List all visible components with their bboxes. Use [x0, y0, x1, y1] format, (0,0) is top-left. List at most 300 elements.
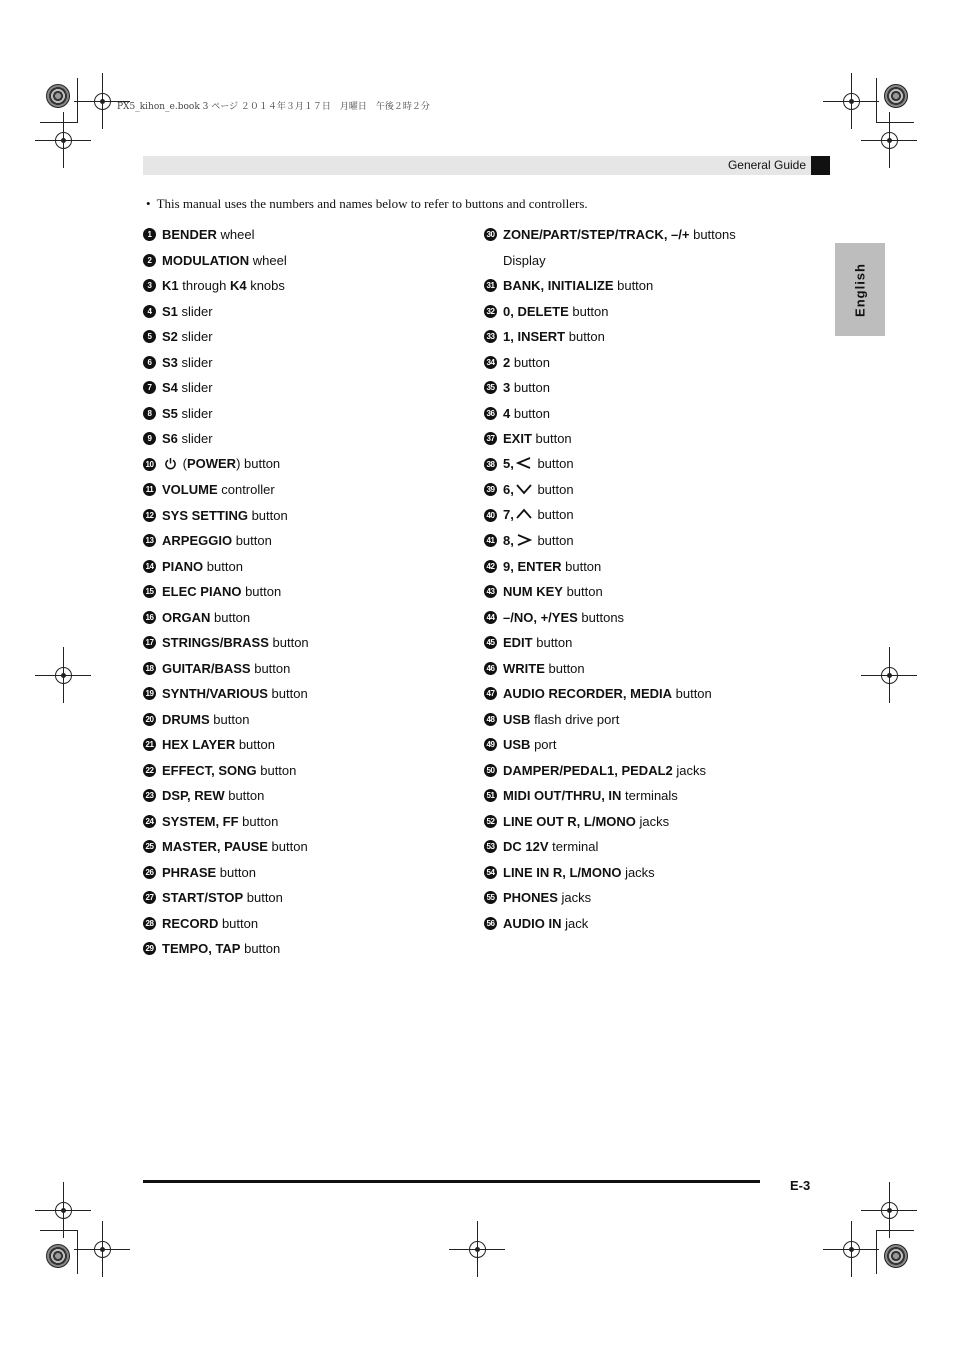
item-label: [162, 814, 278, 829]
item-label-name: WRITE: [503, 660, 545, 676]
list-item: [484, 477, 824, 503]
item-label: [162, 890, 283, 905]
item-label: [162, 304, 213, 319]
item-label-suffix: controller: [217, 482, 275, 498]
item-label-name: S3: [162, 354, 178, 370]
item-label-name: EXIT: [503, 431, 532, 447]
item-number-badge: 46: [484, 662, 497, 675]
item-number-badge: 38: [484, 458, 497, 471]
item-number-badge: 30: [484, 228, 497, 241]
item-label-suffix: buttons: [577, 609, 625, 625]
item-number-badge: 5: [143, 330, 156, 343]
header-marker: [811, 156, 830, 175]
item-label-name: ZONE/PART/STEP/TRACK, –/+: [503, 227, 690, 243]
item-number-badge: 23: [143, 789, 156, 802]
item-number-badge: 28: [143, 917, 156, 930]
registration-mark: [100, 1247, 105, 1252]
item-label: [162, 584, 281, 599]
list-item: [484, 834, 824, 860]
item-label-suffix: button: [672, 686, 712, 702]
list-item: [484, 758, 824, 784]
item-label: [503, 635, 572, 650]
list-item: [143, 554, 473, 580]
item-number-badge: 1: [143, 228, 156, 241]
chevron-up-icon: [516, 508, 532, 523]
list-item: [484, 783, 824, 809]
item-number-badge: 39: [484, 483, 497, 496]
item-number-badge: 33: [484, 330, 497, 343]
item-label: [162, 941, 280, 956]
item-number-badge: 9: [143, 432, 156, 445]
controls-list-right: [484, 222, 824, 936]
item-number-badge: 35: [484, 381, 497, 394]
list-item: [143, 248, 473, 274]
item-label: [162, 355, 213, 370]
item-label: [503, 278, 653, 293]
item-label-suffix: button: [238, 813, 279, 829]
trim-line: [40, 1230, 78, 1231]
list-item: [143, 809, 473, 835]
item-number-badge: 13: [143, 534, 156, 547]
item-label-name: MODULATION: [162, 252, 250, 268]
registration-mark: [100, 99, 105, 104]
item-label: [162, 559, 243, 574]
trim-line: [77, 78, 78, 123]
list-item: [143, 273, 473, 299]
registration-mark: [887, 1208, 892, 1213]
item-label-name: VOLUME: [162, 482, 218, 498]
list-item: [143, 579, 473, 605]
item-label-suffix: ) button: [236, 455, 281, 471]
item-label-name: 3: [503, 380, 511, 396]
list-item: [143, 528, 473, 554]
item-number-badge: 4: [143, 305, 156, 318]
item-label-name: DRUMS: [162, 711, 210, 727]
item-label-suffix: button: [533, 481, 574, 497]
item-label: [503, 610, 624, 625]
item-label: [162, 916, 258, 931]
item-label-name: DC 12V: [503, 839, 549, 855]
item-number-badge: 26: [143, 866, 156, 879]
item-label-name: GUITAR/BASS: [162, 660, 251, 676]
power-icon: [164, 457, 177, 473]
intro-text: [146, 196, 588, 212]
intro-sentence: This manual uses the numbers and names below to refer to buttons and controllers.: [156, 196, 588, 211]
registration-target: [884, 84, 908, 108]
item-label-suffix: button: [267, 839, 308, 855]
list-item: [484, 273, 824, 299]
item-label-suffix: jacks: [672, 762, 706, 778]
item-label: [503, 865, 655, 880]
list-item: [143, 375, 473, 401]
list-item: [143, 324, 473, 350]
item-label: [503, 737, 556, 752]
item-label-suffix: knobs: [246, 278, 285, 294]
item-label: [162, 253, 287, 268]
item-label-name: –/NO, +/YES: [503, 609, 578, 625]
item-label: [162, 686, 308, 701]
item-label-suffix: button: [561, 558, 602, 574]
item-label-name: MASTER, PAUSE: [162, 839, 268, 855]
item-label: [503, 406, 550, 421]
list-item: [143, 860, 473, 886]
item-label-suffix: jack: [561, 915, 589, 931]
list-item: [484, 324, 824, 350]
item-label-suffix: button: [562, 584, 603, 600]
registration-target: [884, 1244, 908, 1268]
item-label-name: PHONES: [503, 890, 558, 906]
list-item: [484, 707, 824, 733]
item-label: [503, 304, 609, 319]
registration-mark: [61, 138, 66, 143]
list-item: [484, 452, 824, 478]
item-label: [503, 355, 550, 370]
page-number: E-3: [790, 1178, 811, 1193]
item-label-name: SYS SETTING: [162, 507, 248, 523]
list-item: [484, 528, 824, 554]
item-label-suffix: button: [243, 890, 283, 906]
item-label: [503, 227, 736, 242]
item-label-suffix: button: [613, 278, 654, 294]
item-label-suffix: button: [510, 354, 550, 370]
item-label-name: BENDER: [162, 227, 217, 243]
item-label: [503, 890, 591, 905]
item-label: [162, 329, 213, 344]
section-title: General Guide: [727, 158, 806, 172]
item-label-name: ARPEGGIO: [162, 533, 233, 549]
item-label-suffix: jacks: [621, 864, 655, 880]
item-label-suffix: button: [250, 660, 291, 676]
item-label-name: POWER: [186, 455, 237, 471]
list-item: [143, 758, 473, 784]
item-label: [503, 482, 574, 498]
item-label-suffix: button: [267, 686, 308, 702]
item-label-suffix: terminals: [621, 788, 678, 804]
item-label: [503, 533, 574, 549]
item-label: [162, 431, 213, 446]
item-label-suffix: button: [532, 635, 573, 651]
item-number-badge: 21: [143, 738, 156, 751]
item-label-suffix: slider: [177, 354, 213, 370]
item-label-suffix: button: [235, 737, 275, 753]
item-label-suffix: button: [533, 456, 574, 472]
item-label-name: 7,: [503, 507, 514, 523]
item-label: [503, 686, 712, 701]
controls-list-left: [143, 222, 473, 962]
trim-line: [876, 1230, 914, 1231]
item-label: [503, 814, 669, 829]
item-label-name: PHRASE: [162, 864, 217, 880]
item-label-suffix: button: [241, 584, 282, 600]
item-label: [162, 227, 254, 242]
item-label-name: 9, ENTER: [503, 558, 562, 574]
list-item: [143, 452, 473, 478]
item-label-suffix: button: [216, 864, 256, 880]
item-number-badge: 44: [484, 611, 497, 624]
item-number-badge: 49: [484, 738, 497, 751]
item-number-badge: 32: [484, 305, 497, 318]
list-item: [484, 605, 824, 631]
list-item: [143, 783, 473, 809]
item-label: [162, 380, 213, 395]
item-label-name: LINE OUT R, L/MONO: [503, 813, 636, 829]
item-label-name: AUDIO RECORDER, MEDIA: [503, 686, 673, 702]
list-item: [143, 503, 473, 529]
list-item: [143, 681, 473, 707]
item-number-badge: 7: [143, 381, 156, 394]
list-item: [143, 222, 473, 248]
item-number-badge: 6: [143, 356, 156, 369]
item-number-badge: 19: [143, 687, 156, 700]
item-label-name: USB: [503, 711, 531, 727]
item-label-suffix: button: [510, 405, 550, 421]
item-label: [162, 635, 309, 650]
item-label: [162, 865, 256, 880]
item-label-suffix: button: [268, 635, 309, 651]
item-number-badge: 48: [484, 713, 497, 726]
item-label-name: DAMPER/PEDAL1, PEDAL2: [503, 762, 673, 778]
item-label-name: TEMPO, TAP: [162, 941, 241, 957]
list-item: [484, 299, 824, 325]
item-label-suffix: button: [247, 507, 288, 523]
item-label-suffix: jacks: [635, 813, 670, 829]
item-label-suffix: button: [209, 711, 250, 727]
item-label-suffix: Display: [503, 252, 546, 268]
item-label: [162, 508, 288, 523]
item-number-badge: 54: [484, 866, 497, 879]
registration-mark: [61, 1208, 66, 1213]
item-label-middle: through: [178, 278, 230, 294]
item-label: [162, 839, 308, 854]
list-item: [484, 809, 824, 835]
list-item: [484, 656, 824, 682]
item-label-suffix: button: [240, 941, 281, 957]
item-number-badge: 11: [143, 483, 156, 496]
list-item: [484, 375, 824, 401]
item-label-suffix: button: [533, 532, 574, 548]
list-item: [143, 426, 473, 452]
item-number-badge: 8: [143, 407, 156, 420]
print-metadata: PX5_kihon_e.book 3 ページ ２０１４年３月１７日 月曜日 午後２時２分: [117, 102, 430, 112]
item-label-name: 6,: [503, 481, 514, 497]
item-number-badge: 24: [143, 815, 156, 828]
item-label-suffix: button: [203, 558, 243, 574]
item-label: [162, 788, 264, 803]
item-label-name: LINE IN R, L/MONO: [503, 864, 622, 880]
list-item: [484, 681, 824, 707]
item-label-name: STRINGS/BRASS: [162, 635, 269, 651]
item-number-badge: 12: [143, 509, 156, 522]
item-label-suffix: slider: [177, 405, 213, 421]
list-item: [484, 885, 824, 911]
list-item: [484, 860, 824, 886]
item-number-badge: 25: [143, 840, 156, 853]
item-number-badge: 52: [484, 815, 497, 828]
item-label-suffix: buttons: [689, 227, 736, 243]
item-label-name: USB: [503, 737, 531, 753]
item-label-suffix: terminal: [548, 839, 599, 855]
item-label-suffix: jacks: [557, 890, 592, 906]
item-label-suffix: button: [210, 609, 251, 625]
item-label: [162, 456, 280, 473]
registration-target: [46, 84, 70, 108]
item-number-badge: 17: [143, 636, 156, 649]
trim-line: [876, 122, 914, 123]
item-label-name: ORGAN: [162, 609, 211, 625]
list-item: [484, 579, 824, 605]
registration-mark: [887, 138, 892, 143]
list-item: [143, 299, 473, 325]
list-item: [143, 911, 473, 937]
list-item: [484, 350, 824, 376]
item-number-badge: 37: [484, 432, 497, 445]
item-label-name: SYSTEM, FF: [162, 813, 239, 829]
item-label: [503, 763, 706, 778]
item-label-suffix: button: [224, 788, 265, 804]
item-label-name: 5,: [503, 456, 514, 472]
item-label: [503, 559, 601, 574]
item-label-name: HEX LAYER: [162, 737, 236, 753]
item-label: [503, 507, 574, 523]
item-number-badge: 18: [143, 662, 156, 675]
registration-mark: [887, 673, 892, 678]
item-label: [162, 712, 249, 727]
footer-rule: [143, 1180, 760, 1183]
item-number-badge: 16: [143, 611, 156, 624]
item-label: [162, 482, 275, 497]
item-number-badge: 29: [143, 942, 156, 955]
item-label: [162, 533, 272, 548]
item-number-badge: 41: [484, 534, 497, 547]
trim-line: [876, 78, 877, 123]
item-label-suffix: slider: [177, 380, 213, 396]
item-label-name: 8,: [503, 532, 514, 548]
item-label-name: K1: [162, 278, 179, 294]
item-label-suffix: button: [218, 915, 259, 931]
item-label: [503, 916, 588, 931]
list-item: [143, 605, 473, 631]
item-number-badge: 36: [484, 407, 497, 420]
item-label-suffix: button: [531, 431, 572, 447]
item-number-badge: 45: [484, 636, 497, 649]
item-number-badge: 55: [484, 891, 497, 904]
trim-line: [876, 1230, 877, 1274]
item-label-name: 4: [503, 405, 511, 421]
item-label-name: SYNTH/VARIOUS: [162, 686, 268, 702]
item-label-suffix: button: [232, 533, 272, 549]
item-label: [503, 712, 619, 727]
item-label: [503, 329, 605, 344]
item-label-suffix: button: [565, 329, 605, 345]
item-label: [162, 763, 296, 778]
list-item: [484, 630, 824, 656]
item-label: [503, 661, 585, 676]
item-number-badge: 22: [143, 764, 156, 777]
item-number-badge: 2: [143, 254, 156, 267]
item-label-name: 1, INSERT: [503, 329, 566, 345]
item-label-suffix: button: [544, 660, 585, 676]
item-label-name: 0, DELETE: [503, 303, 569, 319]
list-item: [484, 426, 824, 452]
item-number-badge: 15: [143, 585, 156, 598]
item-label-suffix: button: [510, 380, 550, 396]
item-label: [162, 737, 275, 752]
list-item: [143, 834, 473, 860]
trim-line: [77, 1230, 78, 1274]
bullet: •: [146, 196, 151, 211]
item-label-suffix: button: [533, 507, 574, 523]
list-item: [143, 401, 473, 427]
item-label-name: S2: [162, 329, 178, 345]
item-label: [503, 584, 603, 599]
item-label-name-2: K4: [229, 278, 247, 294]
chevron-right-icon: [516, 534, 532, 549]
list-item: [143, 656, 473, 682]
item-number-badge: 31: [484, 279, 497, 292]
item-label: [503, 839, 598, 854]
item-number-badge: 47: [484, 687, 497, 700]
language-tab-label: English: [852, 262, 868, 317]
list-item: [143, 707, 473, 733]
list-item: [143, 350, 473, 376]
item-number-badge: 51: [484, 789, 497, 802]
item-number-badge: 10: [143, 458, 156, 471]
item-number-badge: 56: [484, 917, 497, 930]
item-number-badge: 34: [484, 356, 497, 369]
item-label-name: AUDIO IN: [503, 915, 562, 931]
item-label-prefix: (: [179, 455, 187, 471]
item-label: [503, 380, 550, 395]
list-item: [143, 630, 473, 656]
item-label-suffix: wheel: [216, 227, 255, 243]
item-label-name: S5: [162, 405, 178, 421]
item-label: [162, 406, 213, 421]
chevron-down-icon: [516, 483, 532, 498]
list-item: [484, 732, 824, 758]
list-item: [143, 936, 473, 962]
list-item: [143, 477, 473, 503]
registration-mark: [475, 1247, 480, 1252]
item-number-badge: 43: [484, 585, 497, 598]
item-label-suffix: slider: [177, 431, 213, 447]
chevron-left-icon: [516, 457, 532, 472]
item-label-suffix: button: [256, 762, 297, 778]
item-label-suffix: button: [568, 303, 609, 319]
item-label-name: EDIT: [503, 635, 533, 651]
item-label-name: EFFECT, SONG: [162, 762, 257, 778]
item-label-name: ELEC PIANO: [162, 584, 242, 600]
list-item: [484, 401, 824, 427]
list-item: [484, 503, 824, 529]
item-number-badge: [484, 254, 497, 267]
trim-line: [40, 122, 78, 123]
item-label: [503, 253, 546, 268]
item-number-badge: 53: [484, 840, 497, 853]
item-number-badge: 14: [143, 560, 156, 573]
registration-mark: [61, 673, 66, 678]
list-item: [484, 911, 824, 937]
item-label-name: S4: [162, 380, 178, 396]
item-label-name: S1: [162, 303, 178, 319]
item-number-badge: 3: [143, 279, 156, 292]
item-label-name: DSP, REW: [162, 788, 225, 804]
registration-target: [46, 1244, 70, 1268]
list-item: [143, 732, 473, 758]
item-number-badge: 27: [143, 891, 156, 904]
item-label-name: MIDI OUT/THRU, IN: [503, 788, 622, 804]
header-band: [143, 156, 811, 175]
item-label-name: NUM KEY: [503, 584, 563, 600]
